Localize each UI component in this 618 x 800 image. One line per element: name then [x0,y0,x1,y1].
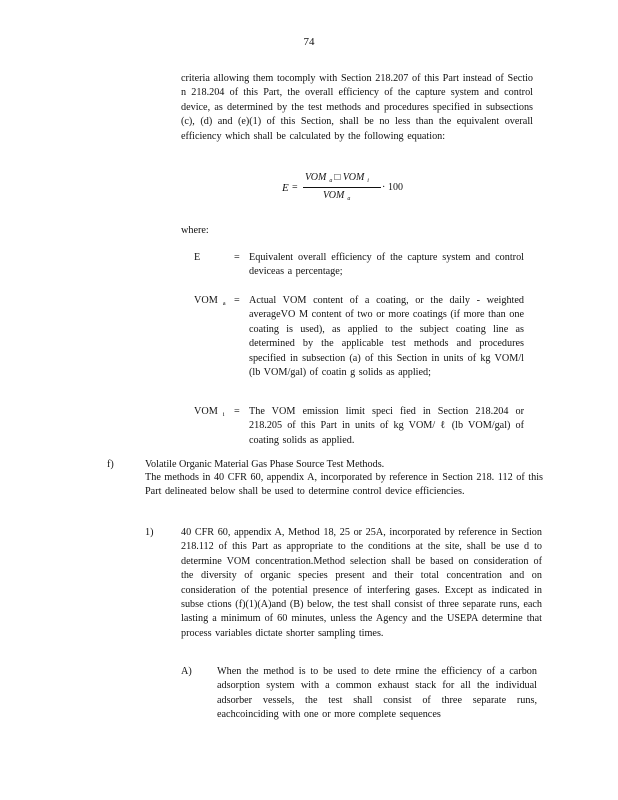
section-f-marker: f) [107,459,114,470]
definition-text: Equivalent overall efficiency of the capture system and control deviceas a percentage; [249,252,524,278]
item-1-marker: 1) [145,527,154,538]
term-subscript: i [222,411,225,418]
definition-term [194,405,225,422]
term-name: VOM [194,406,218,417]
definition-term [194,251,205,268]
numerator-vom-i: VOM [342,172,365,183]
item-1-body: 40 CFR 60, appendix A, Method 18, 25 or 25A, incorporated by reference in Section 218.112 of this Part as appropriate to the conditions at the site, shall be use d to determine VOM concentration.Method selection shall be based on consideration of the diversity of organic species present and their total concentration and on consideration of the potential presence of interfering gases. Except as indicated in subse ctions (f)(1)(A)and (B) below, the test shall consist of three separate runs, each lasting a minimum of 60 minutes, unless the Agency and the USEPA determine that process variables dictate shorter sampling times. [181,527,542,639]
definition-equals: = [234,406,240,417]
definition-equals: = [234,295,240,306]
equation-equals: = [292,182,298,193]
denominator-sub: a [347,196,351,202]
minus-glyph: □ [334,172,341,183]
definition-text: The VOM emission limit speci fied in Section 218.204 or 218.205 of this Part in units of kg VOM/ ℓ (lb VOM/gal) of coating solids as applied. [249,406,524,446]
term-name: VOM [194,295,218,306]
denominator-vom: VOM [323,190,345,201]
times-glyph: · [382,182,386,193]
definition-equals: = [234,252,240,263]
section-f-heading: Volatile Organic Material Gas Phase Source Test Methods. [145,459,385,470]
numerator-sub-a: a [329,178,333,184]
page-number: 74 [303,36,315,48]
term-subscript: a [222,300,226,307]
definition-term [194,294,226,311]
numerator-sub-i: i [367,178,369,184]
numerator-vom-a: VOM [305,172,327,183]
fraction-bar [303,187,381,188]
term-name: E [194,252,201,263]
section-f-body: The methods in 40 CFR 60, appendix A, incorporated by reference in Section 218. 112 of this Part delineated below shall be used to determine control device efficiencies. [145,472,543,498]
equation-numerator [305,171,371,188]
definition-text: Actual VOM content of a coating, or the daily - weighted averageVO M content of two or more coatings (if more than one coating is used), as applied to the subject coating line as determined by the applicable test methods and procedures specified in subsection (a) of this Section in units of kg VOM/l (lb VOM/gal) of coatin g solids as applied; [249,295,524,379]
where-label: where: [181,225,209,236]
item-a-marker: A) [181,666,192,677]
item-a-body: When the method is to be used to dete rmine the efficiency of a carbon adsorption system with a common exhaust stack for all the individual adsorber vessels, the test shall consist of three separate runs, eachcoinciding with one or more complete sequences [217,666,537,721]
equation-denominator [323,189,352,206]
intro-paragraph: criteria allowing them tocomply with Section 218.207 of this Part instead of Sectio n 218.204 of this Part, the overall efficiency of the capture system and control device, as determined by the test methods and procedures specified in subsections (c), (d) and (e)(1) of this Section, shall be no less than the equivalent overall efficiency which shall be calculated by the following equation: [181,73,533,142]
equation-lhs: E [282,182,289,194]
equation-factor: 100 [388,182,403,193]
